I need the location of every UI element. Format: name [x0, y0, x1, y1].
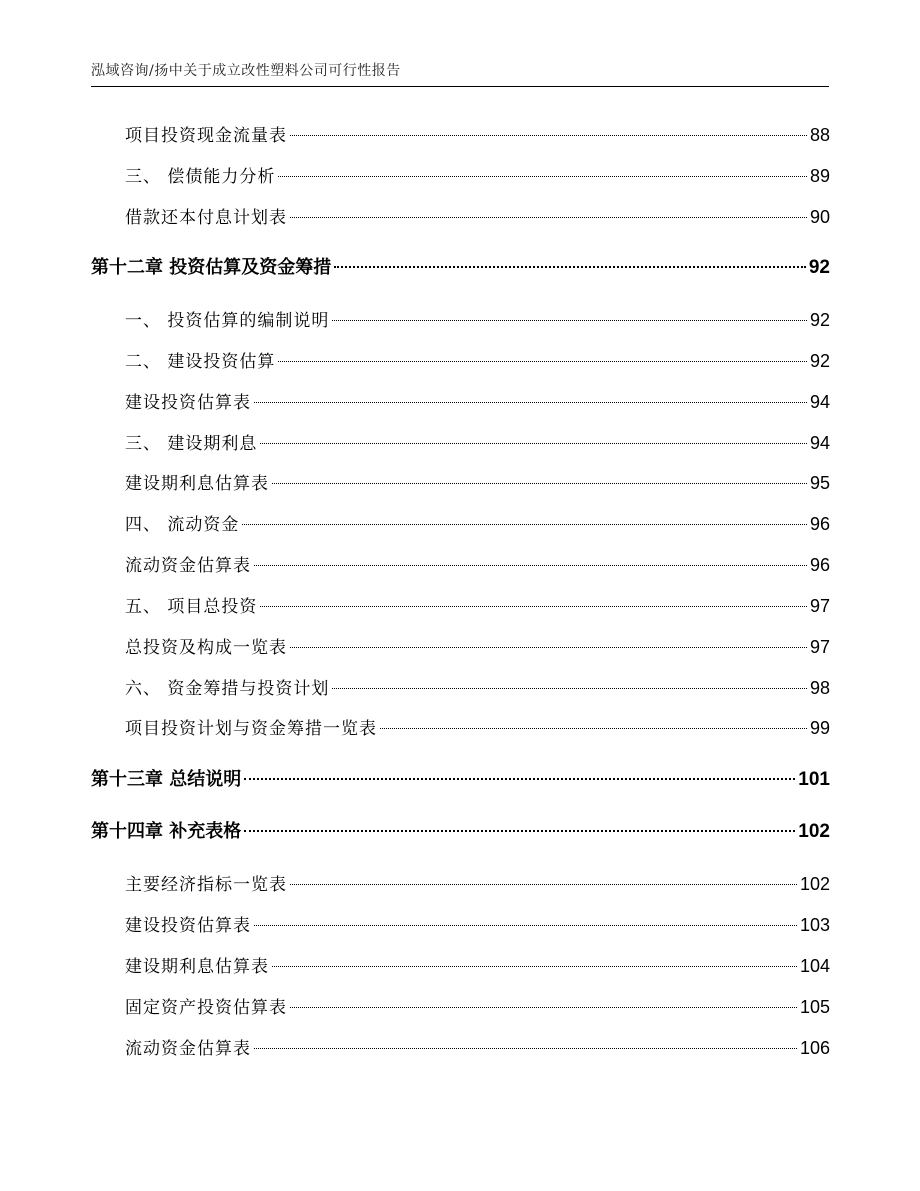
toc-dot-leader	[290, 217, 807, 218]
toc-entry[interactable]	[91, 307, 830, 333]
toc-dot-leader	[244, 778, 795, 780]
toc-entry-page: 102	[799, 874, 830, 894]
toc-entry-page: 104	[799, 956, 830, 976]
toc-dot-leader	[260, 443, 807, 444]
toc-dot-leader	[254, 565, 807, 566]
toc-entry[interactable]	[91, 348, 830, 374]
toc-dot-leader	[334, 266, 806, 268]
toc-entry-title: 借款还本付息计划表	[125, 208, 287, 228]
toc-entry[interactable]	[91, 204, 830, 230]
toc-chapter-page: 102	[798, 821, 830, 842]
toc-dot-leader	[290, 884, 797, 885]
toc-entry-page: 95	[809, 473, 830, 493]
toc-entry-title: 流动资金估算表	[125, 1039, 251, 1059]
toc-entry-page: 94	[809, 433, 830, 453]
toc-entry-title: 五、 项目总投资	[125, 597, 258, 617]
toc-dot-leader	[290, 647, 807, 648]
toc-dot-leader	[254, 925, 797, 926]
toc-entry-page: 103	[799, 915, 830, 935]
toc-entry-title: 建设投资估算表	[125, 393, 251, 413]
toc-chapter-page: 101	[798, 769, 830, 790]
toc-entry-title: 项目投资计划与资金筹措一览表	[125, 719, 377, 739]
toc-entry-page: 88	[809, 125, 830, 145]
toc-entry[interactable]	[91, 593, 830, 619]
toc-dot-leader	[272, 966, 797, 967]
toc-entry[interactable]	[91, 912, 830, 938]
toc-entry-page: 94	[809, 392, 830, 412]
toc-entry-title: 主要经济指标一览表	[125, 875, 287, 895]
toc-entry-page: 96	[809, 555, 830, 575]
toc-entry[interactable]	[91, 1035, 830, 1061]
toc-entry-title: 固定资产投资估算表	[125, 998, 287, 1018]
toc-entry[interactable]	[91, 715, 830, 741]
toc-entry-title: 六、 资金筹措与投资计划	[125, 679, 330, 699]
toc-chapter-entry[interactable]	[91, 819, 830, 845]
toc-entry-page: 97	[809, 596, 830, 616]
toc-entry-title: 建设期利息估算表	[125, 474, 269, 494]
toc-entry-title: 一、 投资估算的编制说明	[125, 311, 330, 331]
toc-entry[interactable]	[91, 511, 830, 537]
toc-entry-page: 96	[809, 514, 830, 534]
toc-dot-leader	[278, 361, 807, 362]
toc-dot-leader	[260, 606, 807, 607]
toc-dot-leader	[242, 524, 807, 525]
toc-entry[interactable]	[91, 634, 830, 660]
toc-entry[interactable]	[91, 430, 830, 456]
toc-dot-leader	[254, 402, 807, 403]
toc-entry-page: 98	[809, 678, 830, 698]
toc-entry-title: 三、 建设期利息	[125, 434, 258, 454]
toc-chapter-title: 第十二章 投资估算及资金筹措	[91, 257, 332, 278]
toc-entry[interactable]	[91, 163, 830, 189]
toc-entry[interactable]	[91, 871, 830, 897]
toc-entry[interactable]	[91, 122, 830, 148]
toc-entry[interactable]	[91, 675, 830, 701]
toc-dot-leader	[254, 1048, 797, 1049]
toc-dot-leader	[272, 483, 807, 484]
toc-entry-page: 89	[809, 166, 830, 186]
toc-chapter-entry[interactable]	[91, 767, 830, 793]
toc-entry[interactable]	[91, 470, 830, 496]
toc-entry-title: 项目投资现金流量表	[125, 126, 287, 146]
toc-dot-leader	[278, 176, 807, 177]
toc-entry[interactable]	[91, 953, 830, 979]
toc-entry-page: 99	[809, 718, 830, 738]
toc-entry-page: 92	[809, 310, 830, 330]
toc-dot-leader	[380, 728, 807, 729]
running-header: 泓域咨询/扬中关于成立改性塑料公司可行性报告	[91, 63, 401, 79]
toc-entry[interactable]	[91, 389, 830, 415]
toc-entry-page: 97	[809, 637, 830, 657]
toc-chapter-title: 第十三章 总结说明	[91, 769, 242, 790]
toc-dot-leader	[244, 830, 795, 832]
toc-entry-title: 四、 流动资金	[125, 515, 240, 535]
toc-entry-page: 92	[809, 351, 830, 371]
toc-dot-leader	[332, 320, 807, 321]
toc-entry-title: 流动资金估算表	[125, 556, 251, 576]
toc-entry[interactable]	[91, 552, 830, 578]
toc-entry-title: 总投资及构成一览表	[125, 638, 287, 658]
toc-chapter-title: 第十四章 补充表格	[91, 821, 242, 842]
toc-dot-leader	[290, 135, 807, 136]
toc-entry-page: 90	[809, 207, 830, 227]
table-of-contents	[91, 0, 830, 1191]
toc-chapter-page: 92	[808, 257, 830, 278]
toc-dot-leader	[290, 1007, 797, 1008]
toc-entry-title: 三、 偿债能力分析	[125, 167, 276, 187]
toc-entry-title: 二、 建设投资估算	[125, 352, 276, 372]
toc-entry-page: 106	[799, 1038, 830, 1058]
toc-entry-title: 建设投资估算表	[125, 916, 251, 936]
toc-entry[interactable]	[91, 994, 830, 1020]
toc-entry-title: 建设期利息估算表	[125, 957, 269, 977]
toc-entry-page: 105	[799, 997, 830, 1017]
toc-dot-leader	[332, 688, 807, 689]
toc-chapter-entry[interactable]	[91, 255, 830, 281]
